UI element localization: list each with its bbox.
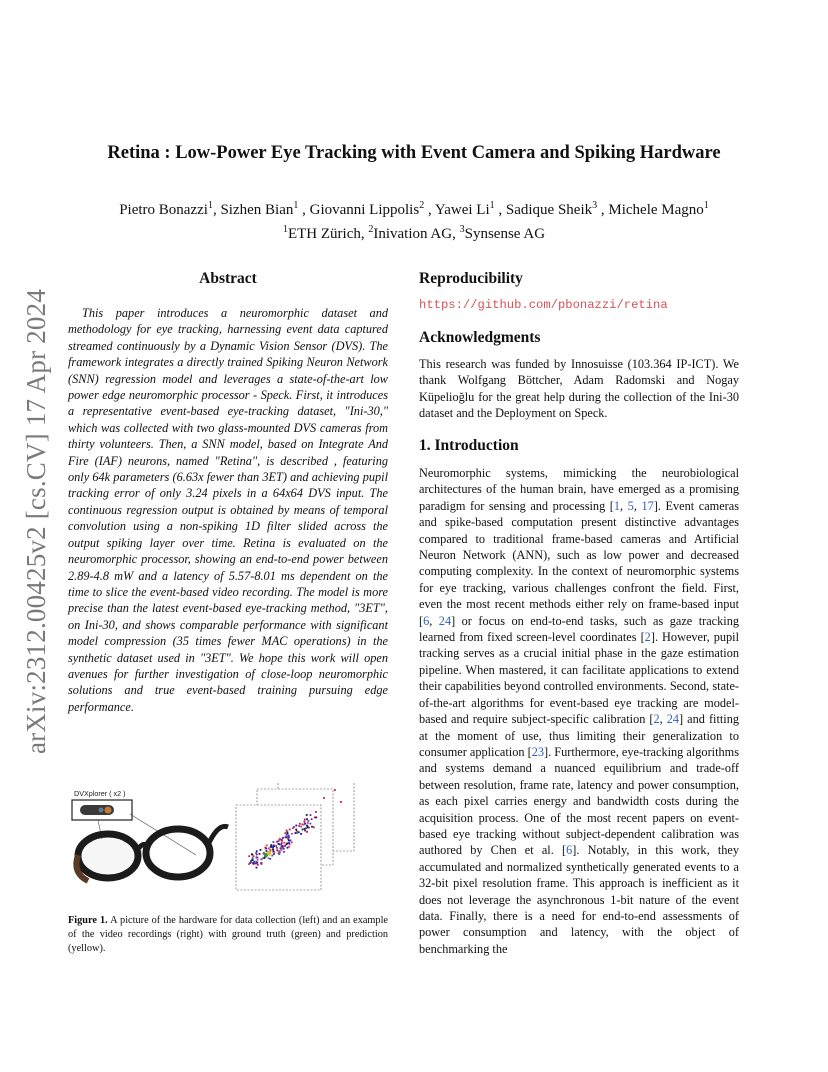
event-point bbox=[251, 853, 253, 855]
citation-link[interactable]: 2 bbox=[653, 712, 660, 727]
event-point bbox=[288, 840, 290, 842]
event-point bbox=[275, 845, 277, 847]
event-point bbox=[264, 847, 266, 849]
affiliation-list: $^1$ETH Zürich, $^2$Inivation AG, $^3$Synsense AG bbox=[282, 224, 546, 242]
event-point bbox=[306, 831, 308, 833]
citation-link[interactable]: 5 bbox=[627, 498, 634, 513]
figure-1-graphic bbox=[68, 783, 388, 893]
event-point bbox=[260, 849, 262, 851]
event-point bbox=[304, 830, 306, 832]
event-point bbox=[288, 835, 290, 837]
github-link[interactable]: https://github.com/pbonazzi/retina bbox=[419, 298, 668, 312]
event-point bbox=[295, 825, 297, 827]
event-point bbox=[304, 821, 306, 823]
event-point bbox=[323, 797, 325, 799]
event-point bbox=[299, 823, 301, 825]
figure-1 bbox=[68, 783, 388, 893]
abstract-heading: Abstract bbox=[199, 270, 257, 287]
event-point bbox=[288, 838, 290, 840]
event-point bbox=[315, 811, 317, 813]
event-point bbox=[273, 851, 275, 853]
event-point bbox=[272, 848, 274, 850]
event-point bbox=[253, 861, 255, 863]
event-point bbox=[286, 830, 288, 832]
event-point bbox=[311, 826, 313, 828]
event-point bbox=[251, 859, 253, 861]
arxiv-identifier: arXiv:2312.00425v2 [cs.CV] 17 Apr 2024 bbox=[21, 288, 52, 754]
event-point bbox=[302, 829, 304, 831]
author-name: Giovanni Lippolis$^2$ bbox=[309, 200, 425, 218]
event-point bbox=[334, 789, 336, 791]
affiliation: $^2$Inivation AG bbox=[368, 224, 453, 242]
author-name: Yawei Li$^1$ bbox=[434, 200, 495, 218]
citation-link[interactable]: 17 bbox=[641, 498, 654, 513]
event-point bbox=[256, 857, 258, 859]
event-point bbox=[281, 842, 283, 844]
event-point bbox=[255, 863, 257, 865]
event-point bbox=[295, 829, 297, 831]
event-point bbox=[287, 831, 289, 833]
event-point bbox=[284, 832, 286, 834]
event-point bbox=[291, 833, 293, 835]
event-point bbox=[296, 831, 298, 833]
author-block bbox=[60, 196, 768, 244]
event-point bbox=[273, 845, 275, 847]
reproducibility-heading: Reproducibility bbox=[419, 270, 523, 287]
event-point bbox=[269, 858, 271, 860]
event-point bbox=[310, 823, 312, 825]
event-point bbox=[311, 818, 313, 820]
event-point bbox=[283, 851, 285, 853]
event-point bbox=[288, 842, 290, 844]
event-point bbox=[283, 842, 285, 844]
event-point bbox=[266, 850, 268, 852]
author-name: Sadique Sheik$^3$ bbox=[505, 200, 598, 218]
event-point bbox=[273, 853, 275, 855]
event-point bbox=[283, 845, 285, 847]
event-point bbox=[282, 837, 284, 839]
affiliation: $^3$Synsense AG bbox=[459, 224, 546, 242]
event-point bbox=[256, 854, 258, 856]
figure-caption-label: Figure 1. bbox=[68, 915, 108, 926]
event-point bbox=[285, 845, 287, 847]
event-point bbox=[268, 848, 270, 850]
event-point bbox=[291, 842, 293, 844]
event-frame-1 bbox=[236, 805, 321, 890]
event-point bbox=[300, 826, 302, 828]
figure-caption-text: A picture of the hardware for data collection (left) and an example of the video recordings (right) with ground truth (green) and prediction (yellow). bbox=[68, 915, 388, 954]
event-frame-stack bbox=[236, 783, 354, 890]
citation-link[interactable]: 1 bbox=[613, 498, 621, 513]
abstract-text: This paper introduces a neuromorphic dataset and methodology for eye tracking, harnessing event data captured streamed continuously by a Dynamic Vision Sensor (DVS). The framework integrates a directly trained Spiking Neuron Network (SNN) regression model and leverages a state-of-the-art low power edge neuromorphic processor - Speck. First, it introduces a representative event-based eye-tracking dataset, "Ini-30," which was collected with two glass-mounted DVS cameras from thirty volunteers. Then, a SNN model, based on Integrate And Fire (IAF) neurons, named "Retina", is described , featuring only 64k parameters (6.63x fewer than 3ET) and achieving pupil tracking error of only 3.24 pixels in a 64x64 DVS input. The continuous regression output is obtained by means of temporal convolution using a non-spiking 1D filter slided across the output spiking layer over time. Retina is evaluated on the neuromorphic processor, showing an end-to-end power between 2.89-4.8 mW and a latency of 5.57-8.01 ms dependent on the time to slice the event-based video recording. The model is more precise than the latest event-based eye-tracking method, "3ET", on Ini-30, and shows comparable performance with significant model compression (35 times fewer MAC operations) in the synthetic dataset used in "3ET". We hope this work will open avenues for further investigation of close-loop neuromorphic solutions and true event-based training pursuing edge performance. bbox=[68, 306, 388, 714]
event-point bbox=[307, 822, 309, 824]
event-point bbox=[276, 847, 278, 849]
event-point bbox=[256, 867, 258, 869]
event-point bbox=[279, 843, 281, 845]
paper-title: Retina : Low-Power Eye Tracking with Event Camera and Spiking Hardware bbox=[107, 143, 721, 163]
event-point bbox=[340, 801, 342, 803]
event-point bbox=[257, 859, 259, 861]
event-point bbox=[306, 818, 308, 820]
acknowledgments-heading: Acknowledgments bbox=[419, 329, 541, 346]
event-point bbox=[298, 825, 300, 827]
event-point bbox=[292, 827, 294, 829]
author-name: Pietro Bonazzi$^1$ bbox=[119, 200, 213, 218]
event-point bbox=[276, 841, 278, 843]
event-point bbox=[286, 843, 288, 845]
event-point bbox=[268, 857, 270, 859]
event-point bbox=[290, 840, 292, 842]
event-point bbox=[315, 817, 317, 819]
citation-link[interactable]: 2 bbox=[644, 630, 651, 645]
figure-1-caption bbox=[68, 914, 388, 956]
event-point bbox=[261, 858, 263, 860]
event-point bbox=[287, 847, 289, 849]
event-point bbox=[308, 820, 310, 822]
event-point bbox=[253, 863, 255, 865]
event-point bbox=[289, 829, 291, 831]
event-point bbox=[259, 853, 261, 855]
event-point bbox=[304, 819, 306, 821]
affiliation: $^1$ETH Zürich bbox=[282, 224, 361, 242]
citation-link[interactable]: 6 bbox=[423, 613, 430, 628]
event-point bbox=[248, 855, 250, 857]
citation-link[interactable]: 24 bbox=[666, 712, 680, 727]
event-point bbox=[253, 855, 255, 857]
introduction-heading: 1. Introduction bbox=[419, 437, 519, 454]
event-point bbox=[270, 845, 272, 847]
device-label: DVXplorer ( x2 ) bbox=[74, 789, 126, 798]
event-point bbox=[295, 832, 297, 834]
event-point bbox=[305, 827, 307, 829]
event-point bbox=[313, 826, 315, 828]
prediction-marker bbox=[267, 851, 271, 855]
event-point bbox=[306, 825, 308, 827]
citation-link[interactable]: 24 bbox=[438, 613, 452, 628]
event-point bbox=[266, 845, 268, 847]
event-point bbox=[283, 848, 285, 850]
author-list: Pietro Bonazzi$^1$, Sizhen Bian$^1$ , Giovanni Lippolis$^2$ , Yawei Li$^1$ , Sadique Sheik$^3$ , Michele Magno$^1$ bbox=[119, 200, 709, 218]
citation-link[interactable]: 23 bbox=[531, 744, 544, 759]
event-point bbox=[261, 862, 263, 864]
event-point bbox=[271, 855, 273, 857]
event-point bbox=[273, 841, 275, 843]
event-point bbox=[252, 857, 254, 859]
event-point bbox=[276, 849, 278, 851]
event-point bbox=[285, 836, 287, 838]
event-point bbox=[278, 851, 280, 853]
author-name: Sizhen Bian$^1$ bbox=[220, 200, 299, 218]
event-point bbox=[288, 846, 290, 848]
acknowledgments-text: This research was funded by Innosuisse (103.364 IP-ICT). We thank Wolfgang Böttcher, Adam Radomski and Nogay Küpelioğlu for the great help during the collection of the Ini-30 dataset and the Deployment on Speck. bbox=[419, 357, 739, 421]
glasses-icon bbox=[76, 826, 228, 881]
event-point bbox=[304, 823, 306, 825]
event-point bbox=[250, 861, 252, 863]
event-point bbox=[281, 848, 283, 850]
event-point bbox=[301, 823, 303, 825]
event-point bbox=[278, 839, 280, 841]
event-point bbox=[306, 814, 308, 816]
event-point bbox=[257, 864, 259, 866]
introduction-paragraph: Neuromorphic systems, mimicking the neurobiological architectures of the human brain, have emerged as a promising paradigm for sensing and processing [1, 5, 17]. Event cameras and spike-based computation present distinctive advantages compared to traditional frame-based cameras and Artificial Neuron Network (ANN), such as low power and decreased computing complexity. In the context of neuromorphic systems for eye tracking, various challenges confront the field. First, even the most recent methods either rely on frame-based input [6, 24] or focus on end-to-end tasks, such as gaze tracking learned from fixed screen-level coordinates [2]. However, pupil tracking serves as a crucial initial phase in the gaze estimation pipeline. When mastered, it can facilitate applications to extend their capabilities beyond controlled environments. Second, state-of-the-art algorithms for event-based eye tracking are model-based and require subject-specific calibration [2, 24] and fitting at the moment of use, thus limiting their generalization to consumer application [23]. Furthermore, eye-tracking algorithms and systems demand a nuanced equilibrium and trade-off between resolution, frame rate, latency and power consumption, as each pixel carries energy and bandwidth costs during the acquisition process. One of the most recent papers on event-based eye tracking without subject-dependent calibration was authored by Chen et al. [6]. Notably, in this work, they accumulated and normalized synthetically generated events to a 32-bit pixel resolution frame. This approach is inefficient as it does not leverage the asynchronous 1-bit nature of the event data. Finally, there is a need for end-to-end assessments of power consumption and latency, with the object of benchmarking the bbox=[419, 466, 740, 956]
event-point bbox=[279, 838, 281, 840]
event-point bbox=[310, 814, 312, 816]
event-point bbox=[281, 840, 283, 842]
event-point bbox=[256, 850, 258, 852]
event-point bbox=[300, 833, 302, 835]
author-name: Michele Magno$^1$ bbox=[608, 200, 709, 218]
citation-link[interactable]: 6 bbox=[566, 843, 573, 858]
event-point bbox=[279, 853, 281, 855]
